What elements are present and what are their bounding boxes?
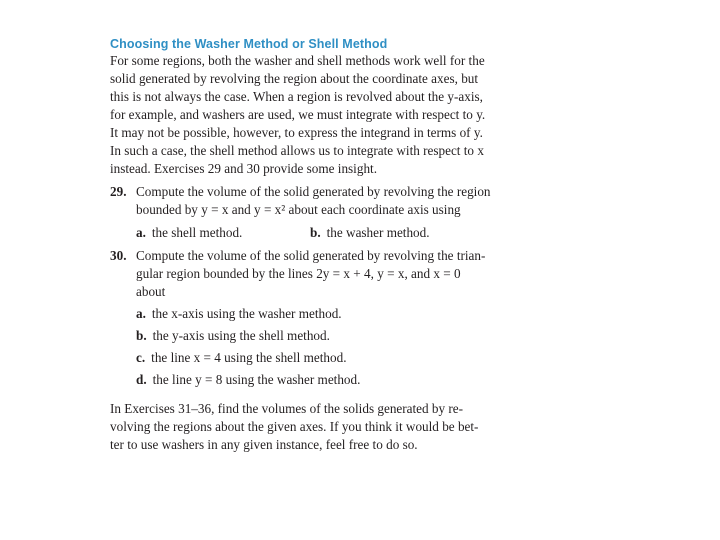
exercise-29-line: Compute the volume of the solid generated by revolving the region [136, 184, 491, 199]
exercise-30-line: gular region bounded by the lines 2y = x + 4, y = x, and x = 0 [136, 266, 461, 281]
exercise-29-line: bounded by y = x and y = x² about each coordinate axis using [136, 202, 461, 217]
part-text: the washer method. [326, 225, 430, 240]
intro-line: instead. Exercises 29 and 30 provide some insight. [110, 161, 377, 176]
intro-line: solid generated by revolving the region about the coordinate axes, but [110, 71, 479, 86]
section-heading: Choosing the Washer Method or Shell Method [110, 37, 388, 51]
part-label: c. [136, 350, 146, 365]
part-text: the shell method. [151, 225, 243, 240]
intro-line: for example, and washers are used, we must integrate with respect to y. [110, 107, 486, 122]
exercise-29-part-b [310, 225, 430, 241]
part-label: b. [310, 225, 321, 240]
intro-line: this is not always the case. When a region is revolved about the y-axis, [110, 89, 483, 104]
part-label: a. [136, 225, 146, 240]
exercise-30-part-b [136, 328, 330, 344]
part-label: d. [136, 372, 147, 387]
intro-line: For some regions, both the washer and shell methods work well for the [110, 53, 485, 68]
exercise-29-part-a [136, 225, 242, 241]
part-label: a. [136, 306, 146, 321]
exercise-30-number: 30. [110, 248, 127, 263]
exercise-30-part-c [136, 350, 347, 366]
part-text: the y-axis using the shell method. [152, 328, 330, 343]
intro-line: In such a case, the shell method allows us to integrate with respect to x [110, 143, 484, 158]
intro-line: It may not be possible, however, to express the integrand in terms of y. [110, 125, 483, 140]
outro-line: ter to use washers in any given instance, feel free to do so. [110, 437, 418, 452]
outro-line: In Exercises 31–36, find the volumes of the solids generated by re- [110, 401, 464, 416]
part-text: the line x = 4 using the shell method. [151, 350, 347, 365]
part-text: the x-axis using the washer method. [151, 306, 342, 321]
exercise-30-line: about [136, 284, 166, 299]
outro-line: volving the regions about the given axes. If you think it would be bet- [110, 419, 479, 434]
exercise-30-line: Compute the volume of the solid generated by revolving the trian- [136, 248, 486, 263]
exercise-29-number: 29. [110, 184, 127, 199]
exercise-30-part-d [136, 372, 360, 388]
exercise-30-part-a [136, 306, 342, 322]
part-label: b. [136, 328, 147, 343]
part-text: the line y = 8 using the washer method. [152, 372, 361, 387]
